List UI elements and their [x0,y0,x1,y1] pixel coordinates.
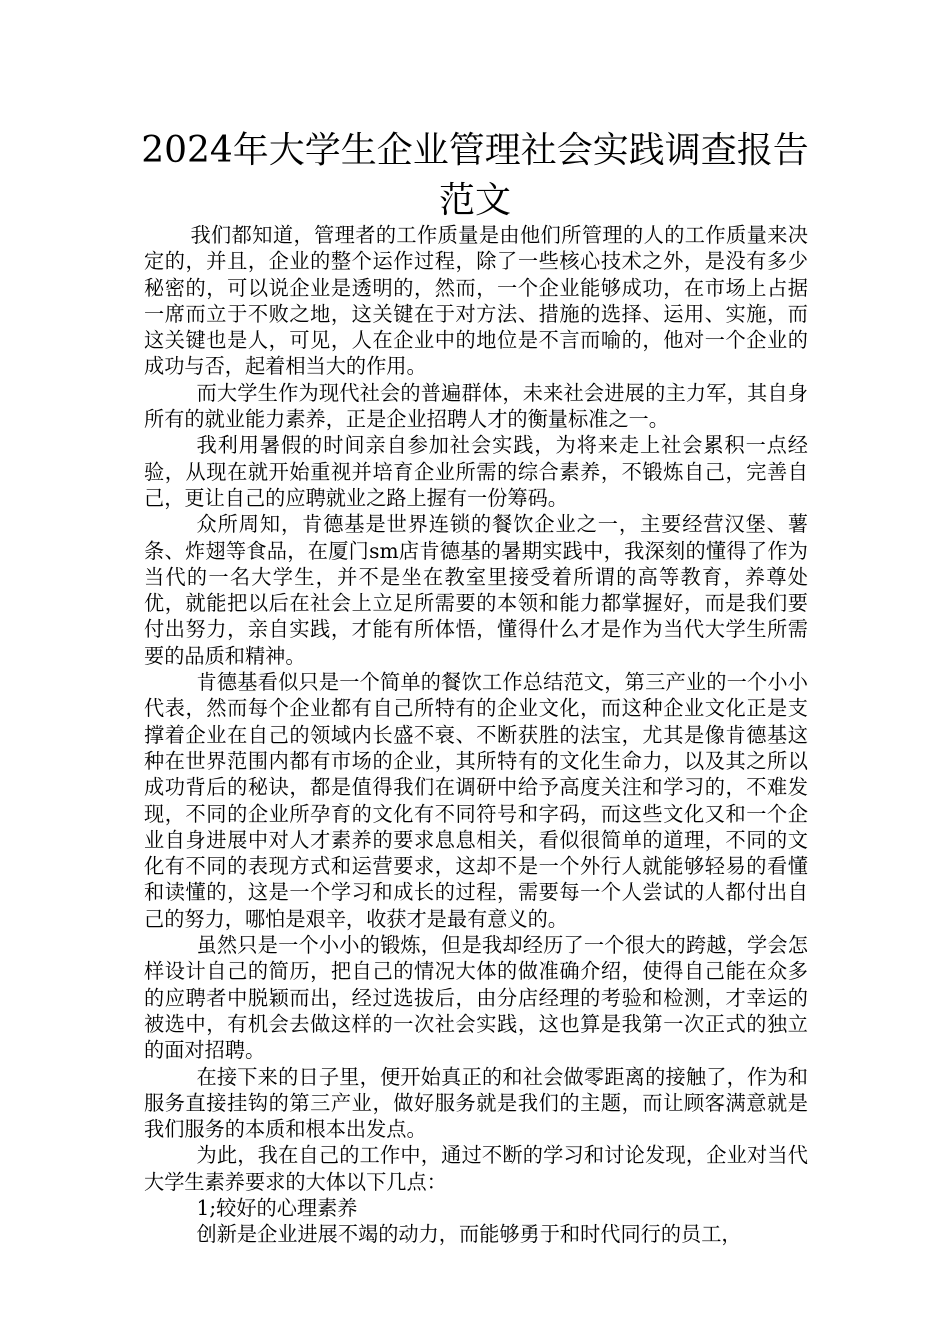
paragraph-3: 我利用暑假的时间亲自参加社会实践，为将来走上社会累积一点经验，从现在就开始重视并培育企业所需的综合素养，不锻炼自己，完善自己，更让自己的应聘就业之路上握有一份筹码。 [144,433,808,510]
paragraph-1: 我们都知道，管理者的工作质量是由他们所管理的人的工作质量来决定的，并且，企业的整个运作过程，除了一些核心技术之外，是没有多少秘密的，可以说企业是透明的，然而，一个企业能够成功，在市场上占据一席而立于不败之地，这关键在于对方法、措施的选择、运用、实施，而这关键也是人，可见，人在企业中的地位是不言而喻的，他对一个企业的成功与否，起着相当大的作用。 [144,223,808,379]
paragraph-6: 虽然只是一个小小的锻炼，但是我却经历了一个很大的跨越，学会怎样设计自己的简历，把自己的情况大体的做准确介绍，使得自己能在众多的应聘者中脱颖而出，经过选拔后，由分店经理的考验和检测，才幸运的被选中，有机会去做这样的一次社会实践，这也算是我第一次正式的独立的面对招聘。 [144,933,808,1063]
paragraph-2: 而大学生作为现代社会的普遍群体，未来社会进展的主力军，其自身所有的就业能力素养，正是企业招聘人才的衡量标准之一。 [144,380,808,432]
document-body [144,222,808,1248]
paragraph-8: 为此，我在自己的工作中，通过不断的学习和讨论发现，企业对当代大学生素养要求的大体以下几点： [144,1143,808,1194]
paragraph-9: 创新是企业进展不竭的动力，而能够勇于和时代同行的员工， [196,1222,742,1247]
document-title: 2024年大学生企业管理社会实践调查报告范文 [141,130,809,221]
paragraph-4: 众所周知，肯德基是世界连锁的餐饮企业之一，主要经营汉堡、薯条、炸翅等食品，在厦门sm店肯德基的暑期实践中，我深刻的懂得了作为当代的一名大学生，并不是坐在教室里接受着所谓的高等教育，养尊处优，就能把以后在社会上立足所需要的本领和能力都掌握好，而是我们要付出努力，亲自实践，才能有所体悟，懂得什么才是作为当代大学生所需要的品质和精神。 [144,512,808,668]
section-heading: 1;较好的心理素养 [196,1195,358,1220]
paragraph-5: 肯德基看似只是一个简单的餐饮工作总结范文，第三产业的一个小小代表，然而每个企业都有自己所特有的企业文化，而这种企业文化正是支撑着企业在自己的领域内长盛不衰、不断获胜的法宝，尤其是像肯德基这种在世界范围内都有市场的企业，其所特有的文化生命力，以及其之所以成功背后的秘诀，都是值得我们在调研中给予高度关注和学习的，不难发现，不同的企业所孕育的文化有不同符号和字码，而这些文化又和一个企业自身进展中对人才素养的要求息息相关，看似很简单的道理，不同的文化有不同的表现方式和运营要求，这却不是一个外行人就能够轻易的看懂和读懂的，这是一个学习和成长的过程，需要每一个人尝试的人都付出自己的努力，哪怕是艰辛，收获才是最有意义的。 [144,670,808,931]
paragraph-7: 在接下来的日子里，便开始真正的和社会做零距离的接触了，作为和服务直接挂钩的第三产业，做好服务就是我们的主题，而让顾客满意就是我们服务的本质和根本出发点。 [144,1064,808,1142]
